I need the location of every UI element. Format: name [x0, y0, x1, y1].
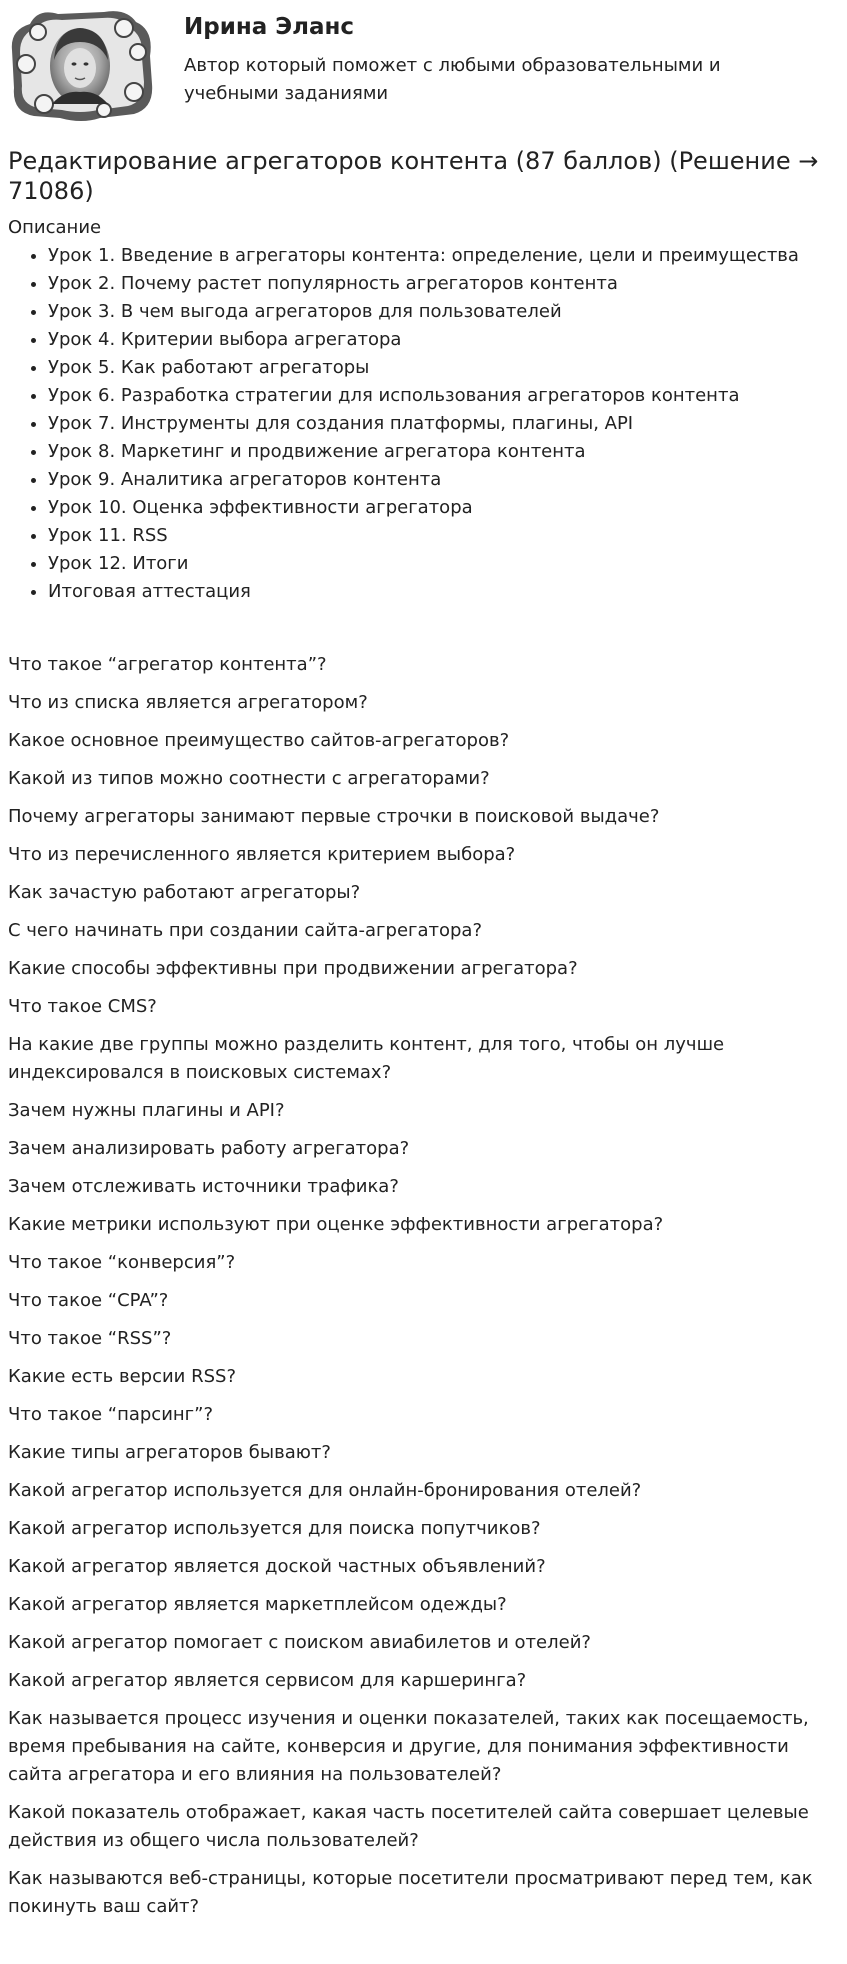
- question-item: Как называются веб-страницы, которые посетители просматривают перед тем, как покинуть ваш сайт?: [8, 1868, 813, 1917]
- question-item: Почему агрегаторы занимают первые строчки в поисковой выдаче?: [8, 806, 660, 827]
- question-item: Что такое “конверсия”?: [8, 1252, 236, 1273]
- lesson-item: • Урок 7. Инструменты для создания платформы, плагины, API: [48, 410, 847, 438]
- lesson-item: • Урок 11. RSS: [48, 522, 847, 550]
- lesson-item: • Урок 5. Как работают агрегаторы: [48, 354, 847, 382]
- question-item: Какой агрегатор является сервисом для каршеринга?: [8, 1670, 527, 1691]
- question-item: Зачем нужны плагины и API?: [8, 1100, 285, 1121]
- question-item: Что такое “CPA”?: [8, 1290, 169, 1311]
- lesson-list: [8, 242, 847, 606]
- question-item: Что из списка является агрегатором?: [8, 692, 368, 713]
- question-item: Зачем анализировать работу агрегатора?: [8, 1138, 410, 1159]
- author-description: Автор который поможет с любыми образовательными и учебными заданиями: [184, 55, 721, 104]
- question-item: Что такое “парсинг”?: [8, 1404, 214, 1425]
- question-item: Зачем отслеживать источники трафика?: [8, 1176, 399, 1197]
- question-item: С чего начинать при создании сайта-агрегатора?: [8, 920, 483, 941]
- lesson-item: • Урок 4. Критерии выбора агрегатора: [48, 326, 847, 354]
- question-item: Какие типы агрегаторов бывают?: [8, 1442, 331, 1463]
- question-item: Какое основное преимущество сайтов-агрегаторов?: [8, 730, 510, 751]
- question-item: Какие метрики используют при оценке эффективности агрегатора?: [8, 1214, 664, 1235]
- question-item: На какие две группы можно разделить контент, для того, чтобы он лучше индексировался в поисковых системах?: [8, 1034, 725, 1083]
- author-card: [8, 6, 838, 124]
- question-item: Что такое “агрегатор контента”?: [8, 654, 327, 675]
- question-item: Какие есть версии RSS?: [8, 1366, 236, 1387]
- question-item: Какой агрегатор является доской частных объявлений?: [8, 1556, 546, 1577]
- lesson-item: • Урок 3. В чем выгода агрегаторов для пользователей: [48, 298, 847, 326]
- work-title: Редактирование агрегаторов контента (87 баллов) (Решение → 71086): [8, 147, 819, 205]
- question-item: Какой из типов можно соотнести с агрегаторами?: [8, 768, 490, 789]
- question-item: Какие способы эффективны при продвижении агрегатора?: [8, 958, 578, 979]
- author-avatar[interactable]: [8, 6, 156, 122]
- lesson-item: • Урок 6. Разработка стратегии для использования агрегаторов контента: [48, 382, 847, 410]
- lesson-item: • Урок 8. Маркетинг и продвижение агрегатора контента: [48, 438, 847, 466]
- description-heading: Описание: [8, 217, 102, 238]
- question-item: Что такое “RSS”?: [8, 1328, 172, 1349]
- question-item: Какой агрегатор используется для поиска попутчиков?: [8, 1518, 541, 1539]
- lesson-item: • Урок 12. Итоги: [48, 550, 847, 578]
- lesson-item: • Урок 10. Оценка эффективности агрегатора: [48, 494, 847, 522]
- lesson-item: • Урок 1. Введение в агрегаторы контента: определение, цели и преимущества: [48, 242, 847, 270]
- author-name[interactable]: Ирина Эланс: [184, 14, 355, 40]
- question-item: Какой агрегатор помогает с поиском авиабилетов и отелей?: [8, 1632, 591, 1653]
- lesson-item: • Итоговая аттестация: [48, 578, 847, 606]
- question-item: Что такое CMS?: [8, 996, 157, 1017]
- question-item: Какой агрегатор является маркетплейсом одежды?: [8, 1594, 507, 1615]
- lesson-item: • Урок 9. Аналитика агрегаторов контента: [48, 466, 847, 494]
- question-item: Как зачастую работают агрегаторы?: [8, 882, 361, 903]
- question-list: [8, 651, 838, 1931]
- question-item: Какой агрегатор используется для онлайн-бронирования отелей?: [8, 1480, 642, 1501]
- question-item: Что из перечисленного является критерием выбора?: [8, 844, 516, 865]
- lesson-item: • Урок 2. Почему растет популярность агрегаторов контента: [48, 270, 847, 298]
- question-item: Как называется процесс изучения и оценки показателей, таких как посещаемость, время пребывания на сайте, конверсия и другие, для понимания эффективности сайта агрегатора и его влияния на пользователей?: [8, 1708, 809, 1785]
- question-item: Какой показатель отображает, какая часть посетителей сайта совершает целевые действия из общего числа пользователей?: [8, 1802, 809, 1851]
